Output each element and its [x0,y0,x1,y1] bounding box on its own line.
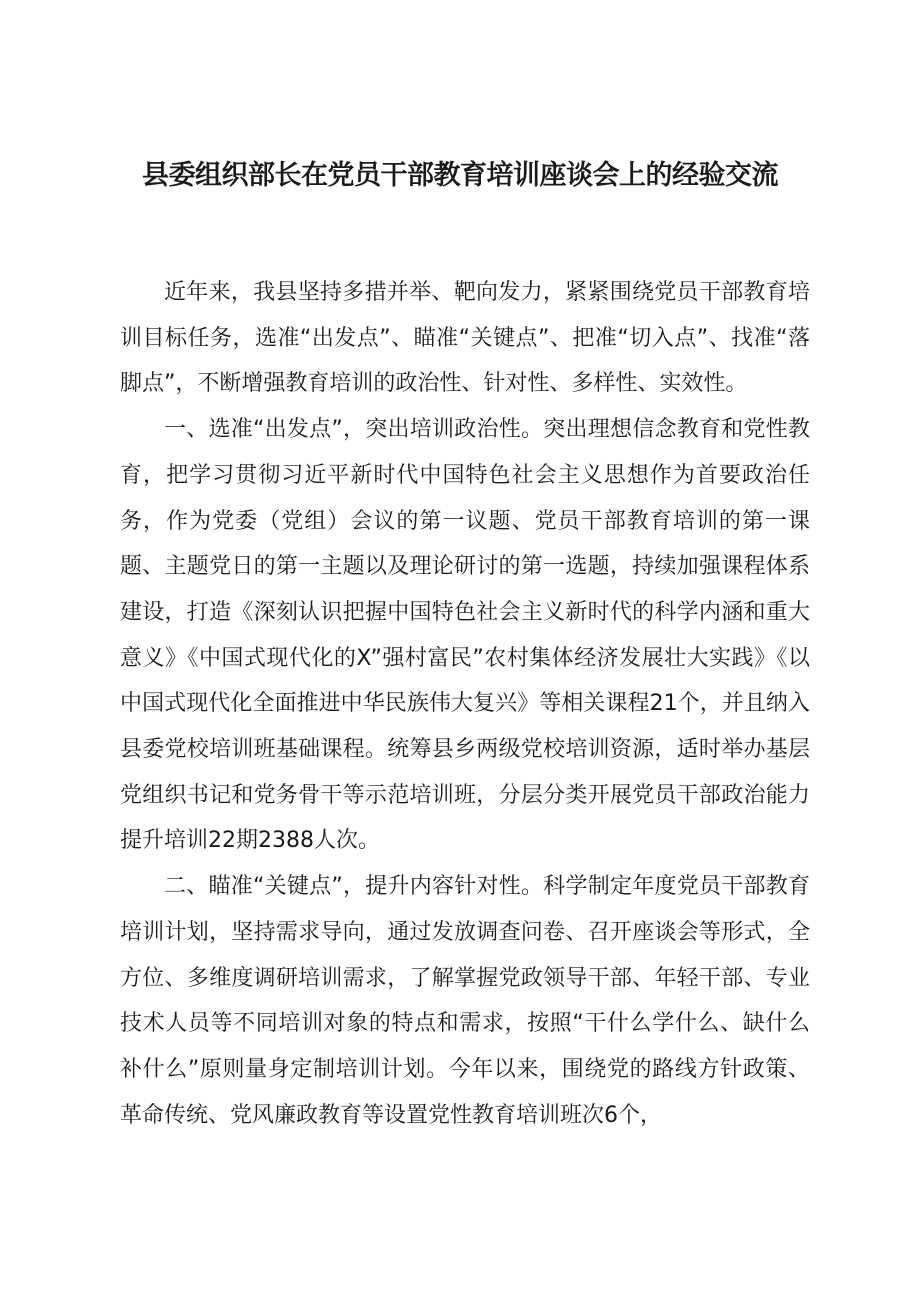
paragraph-section-1: 一、选准“出发点”，突出培训政治性。突出理想信念教育和党性教育，把学习贯彻习近平新时代中国特色社会主义思想作为首要政治任务，作为党委（党组）会议的第一议题、党员干部教育培训的第一课题、主题党日的第一主题以及理论研讨的第一选题，持续加强课程体系建设，打造《深刻认识把握中国特色社会主义新时代的科学内涵和重大意义》《中国式现代化的X”强村富民”农村集体经济发展壮大实践》《以中国式现代化全面推进中华民族伟大复兴》等相关课程21个，并且纳入县委党校培训班基础课程。统筹县乡两级党校培训资源，适时举办基层党组织书记和党务骨干等示范培训班，分层分类开展党员干部政治能力提升培训22期2388人次。 [120,417,810,854]
paragraph-intro: 近年来，我县坚持多措并举、靶向发力，紧紧围绕党员干部教育培训目标任务，选准“出发点”、瞄准“关键点”、把准“切入点”、找准“落脚点”，不断增强教育培训的政治性、针对性、多样性、实效性。 [120,280,810,397]
document-body [120,270,810,1138]
document-title: 县委组织部长在党员干部教育培训座谈会上的经验交流 [142,160,778,191]
paragraph-section-2: 二、瞄准“关键点”，提升内容针对性。科学制定年度党员干部教育培训计划，坚持需求导向，通过发放调查问卷、召开座谈会等形式，全方位、多维度调研培训需求，了解掌握党政领导干部、年轻干部、专业技术人员等不同培训对象的特点和需求，按照“干什么学什么、缺什么补什么”原则量身定制培训计划。今年以来，围绕党的路线方针政策、革命传统、党风廉政教育等设置党性教育培训班次6个， [120,874,810,1128]
